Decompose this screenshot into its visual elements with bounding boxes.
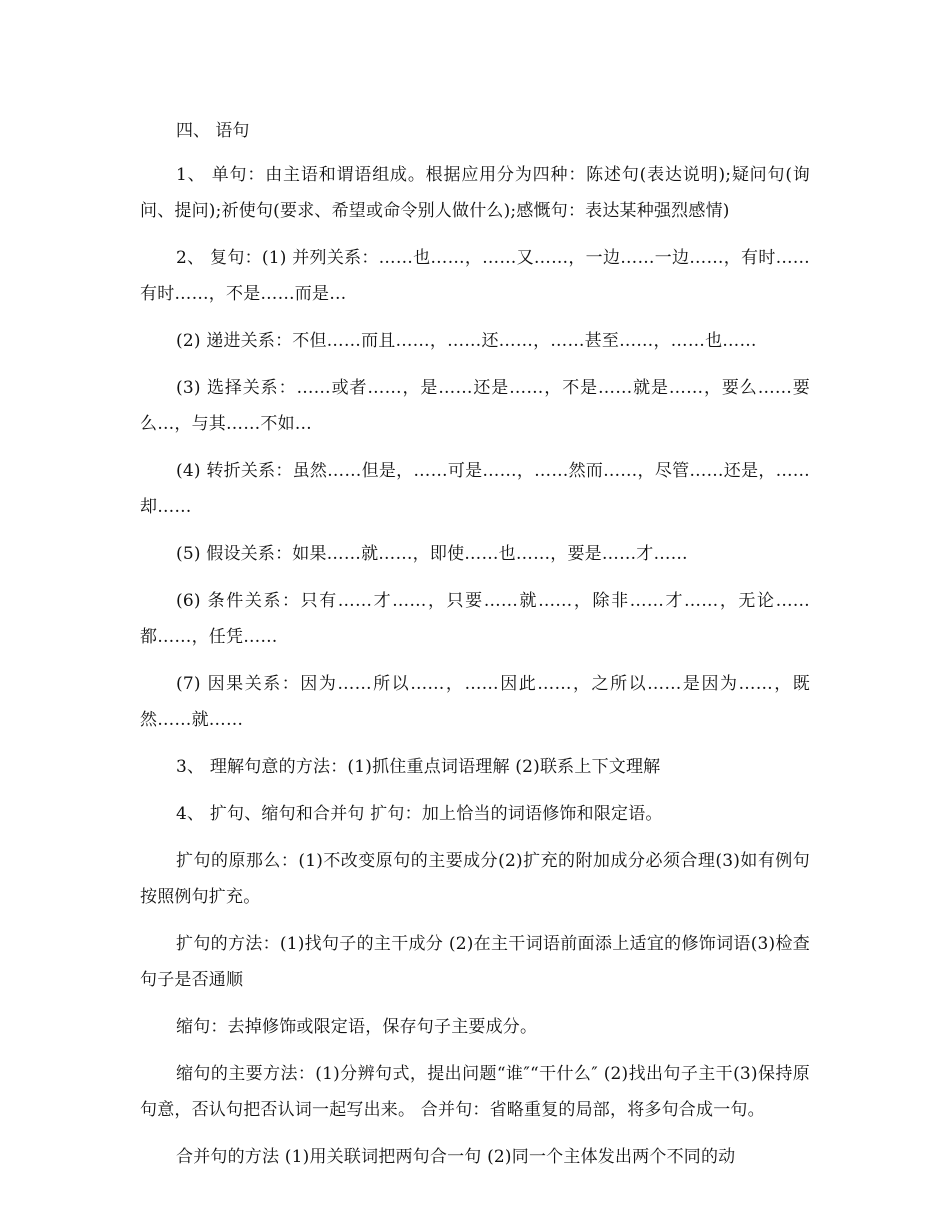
paragraph-causal: (7) 因果关系：因为……所以……，……因此……，之所以……是因为……，既然……就…… [140, 674, 810, 730]
paragraph-simple-sentence: 1、 单句：由主语和谓语组成。根据应用分为四种：陈述句(表达说明);疑问句(询问、提问);祈使句(要求、希望或命令别人做什么);感慨句：表达某种强烈感情) [140, 165, 810, 221]
paragraph-hypothetical: (5) 假设关系：如果……就……，即使……也……，要是……才…… [176, 544, 688, 564]
paragraph-understanding-methods: 3、 理解句意的方法：(1)抓住重点词语理解 (2)联系上下文理解 [176, 757, 661, 777]
paragraph-choice: (3) 选择关系：……或者……，是……还是……，不是……就是……，要么……要么…，与其……不如… [140, 378, 810, 434]
paragraph-progressive: (2) 递进关系：不但……而且……，……还……，……甚至……，……也…… [176, 331, 757, 351]
paragraph-merge-methods: 合并句的方法 (1)用关联词把两句合一句 (2)同一个主体发出两个不同的动 [176, 1147, 736, 1167]
paragraph-shrink-methods: 缩句的主要方法：(1)分辨句式，提出问题“谁″“干什么″ (2)找出句子主干(3)保持原句意，否认句把否认词一起写出来。 合并句：省略重复的局部，将多句合成一句。 [140, 1064, 810, 1120]
paragraph-expand-principles: 扩句的原那么：(1)不改变原句的主要成分(2)扩充的附加成分必须合理(3)如有例句按照例句扩充。 [140, 851, 810, 907]
paragraph-expand-shrink-merge: 4、 扩句、缩句和合并句 扩句：加上恰当的词语修饰和限定语。 [176, 804, 663, 824]
section-heading: 四、 语句 [176, 121, 250, 141]
paragraph-shrink: 缩句：去掉修饰或限定语，保存句子主要成分。 [176, 1017, 538, 1037]
paragraph-adversative: (4) 转折关系：虽然……但是，……可是……，……然而……，尽管……还是，……却…… [140, 461, 810, 517]
paragraph-compound-parallel: 2、 复句：(1) 并列关系：……也……，……又……，一边……一边……，有时……有时……，不是……而是… [140, 248, 810, 304]
paragraph-conditional: (6) 条件关系：只有……才……，只要……就……，除非……才……，无论……都……，任凭…… [140, 591, 810, 647]
paragraph-expand-methods: 扩句的方法：(1)找句子的主干成分 (2)在主干词语前面添上适宜的修饰词语(3)检查句子是否通顺 [140, 934, 810, 990]
